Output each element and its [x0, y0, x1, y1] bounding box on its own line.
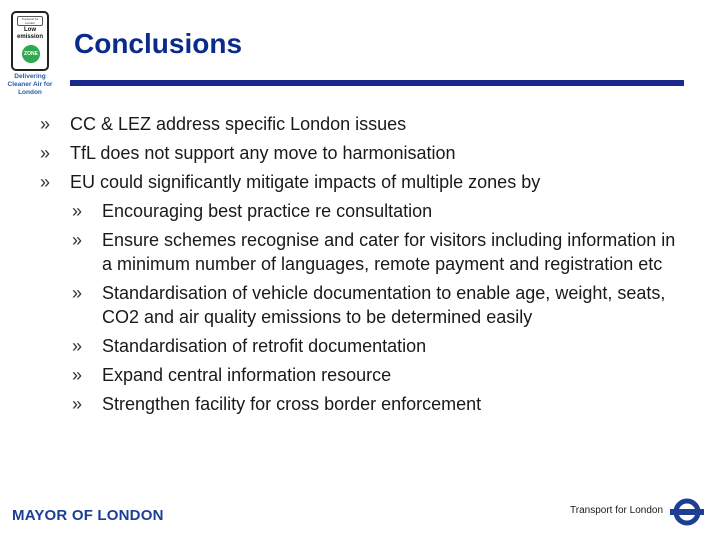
title-divider: [70, 80, 684, 86]
bullet-marker: »: [72, 336, 83, 356]
bullet-text: EU could significantly mitigate impacts of multiple zones by: [70, 172, 541, 192]
bullet-marker: »: [40, 114, 51, 134]
sub-bullet-item: [72, 199, 690, 223]
bullet-text: CC & LEZ address specific London issues: [70, 114, 407, 134]
bullet-text: Expand central information resource: [102, 365, 392, 385]
bullet-marker: »: [72, 365, 83, 385]
bullet-item: [40, 141, 690, 165]
bullet-text: TfL does not support any move to harmonisation: [70, 143, 456, 163]
slide-title: Conclusions: [74, 28, 243, 59]
bullet-text: Standardisation of retrofit documentation: [102, 336, 427, 356]
bullet-text: Strengthen facility for cross border enforcement: [102, 394, 482, 414]
sub-bullet-item: [72, 392, 690, 416]
lez-logo: [11, 11, 49, 71]
sub-bullet-item: [72, 228, 690, 276]
bullet-marker: »: [72, 283, 83, 303]
bullet-marker: »: [72, 394, 83, 414]
bullet-marker: »: [40, 172, 51, 192]
bullet-marker: »: [72, 230, 83, 250]
logo-top-strip: Transport for London: [17, 16, 43, 26]
tfl-roundel-icon: [669, 497, 705, 527]
logo-zone-badge: ZONE: [22, 45, 40, 63]
sub-bullet-item: [72, 363, 690, 387]
bullet-text: Ensure schemes recognise and cater for visitors including information in a minimum number of languages, remote payment and registration etc: [102, 230, 676, 274]
mayor-of-london-logo: MAYOR OF LONDON: [12, 507, 164, 524]
bullet-text: Standardisation of vehicle documentation to enable age, weight, seats, CO2 and air quality emissions to be determined easily: [102, 283, 666, 327]
tfl-wordmark: Transport for London: [570, 505, 664, 516]
logo-caption: Delivering Cleaner Air for London: [7, 73, 53, 96]
bullet-marker: »: [72, 201, 83, 221]
bullet-text: Encouraging best practice re consultation: [102, 201, 433, 221]
bullet-list: [40, 112, 690, 421]
bullet-item: [40, 170, 690, 194]
bullet-item: [40, 112, 690, 136]
logo-low-emission-text: Low emission: [16, 27, 43, 40]
sub-bullet-item: [72, 281, 690, 329]
bullet-marker: »: [40, 143, 51, 163]
sub-bullet-item: [72, 334, 690, 358]
